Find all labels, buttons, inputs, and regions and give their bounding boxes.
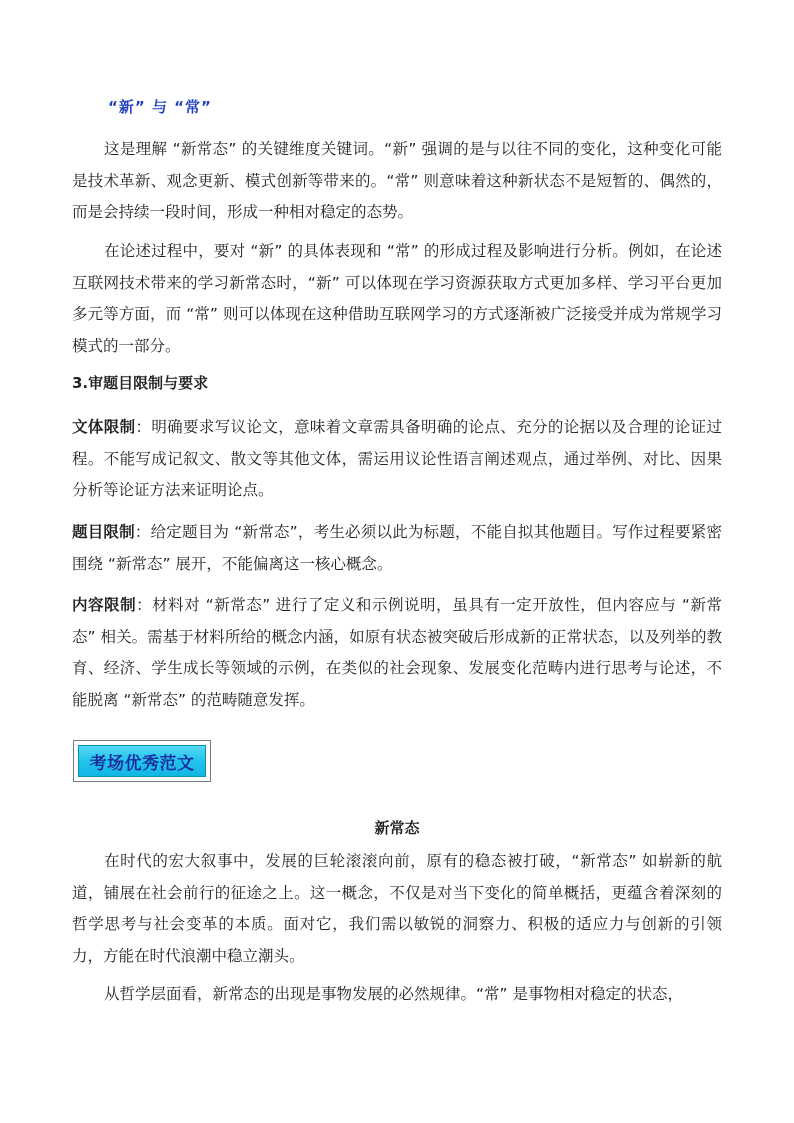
requirement-genre-text: ：明确要求写议论文，意味着文章需具备明确的论点、充分的论据以及合理的论证过程。不能写成记叙文、散文等其他文体，需运用议论性语言阐述观点，通过举例、对比、因果分析等论证方法来证明论点。 (72, 418, 722, 499)
requirement-content-text: ：材料对 “新常态” 进行了定义和示例说明，虽具有一定开放性，但内容应与 “新常态” 相关。需基于材料所给的概念内涵，如原有状态被突破后形成新的正常状态，以及列举的教育、经济、学生成长等领域的示例，在类似的社会现象、发展变化范畴内进行思考与论述，不能脱离 “新常态” 的范畴随意发挥。 (72, 596, 722, 709)
subheading-new-and-constant: “新” 与 “常” (108, 98, 212, 116)
paragraph-analysis-example: 在论述过程中，要对 “新” 的具体表现和 “常” 的形成过程及影响进行分析。例如，在论述互联网技术带来的学习新常态时，“新” 可以体现在学习资源获取方式更加多样、学习平台更加多元等方面，而 “常” 则可以体现在这种借助互联网学习的方式逐渐被广泛接受并成为常规学习模式的一部分。 (72, 242, 722, 355)
requirement-title (72, 517, 722, 580)
requirement-genre (72, 412, 722, 507)
requirement-content (72, 590, 722, 716)
excellent-essay-badge-label: 考场优秀范文 (78, 745, 206, 777)
excellent-essay-badge (73, 740, 211, 782)
essay-title: 新常态 (374, 819, 420, 837)
requirement-content-label: 内容限制 (72, 596, 137, 614)
requirement-title-text: ：给定题目为 “新常态”，考生必须以此为标题，不能自拟其他题目。写作过程要紧密围绕 “新常态” 展开，不能偏离这一核心概念。 (72, 523, 722, 573)
essay-paragraph-philosophy: 从哲学层面看，新常态的出现是事物发展的必然规律。“常” 是事物相对稳定的状态， (104, 985, 683, 1003)
requirement-title-label: 题目限制 (72, 523, 135, 541)
paragraph-key-dimension: 这是理解 “新常态” 的关键维度关键词。“新” 强调的是与以往不同的变化，这种变化可能是技术革新、观念更新、模式创新等带来的。“常” 则意味着这种新状态不是短暂的、偶然的，而是会持续一段时间，形成一种相对稳定的态势。 (72, 140, 722, 221)
essay-paragraph-intro: 在时代的宏大叙事中，发展的巨轮滚滚向前，原有的稳态被打破，“新常态” 如崭新的航道，铺展在社会前行的征途之上。这一概念，不仅是对当下变化的简单概括，更蕴含着深刻的哲学思考与社会变革的本质。面对它，我们需以敏锐的洞察力、积极的适应力与创新的引领力，方能在时代浪潮中稳立潮头。 (72, 852, 722, 965)
requirement-genre-label: 文体限制 (72, 418, 136, 436)
section-heading-requirements: 3.审题目限制与要求 (72, 374, 209, 392)
